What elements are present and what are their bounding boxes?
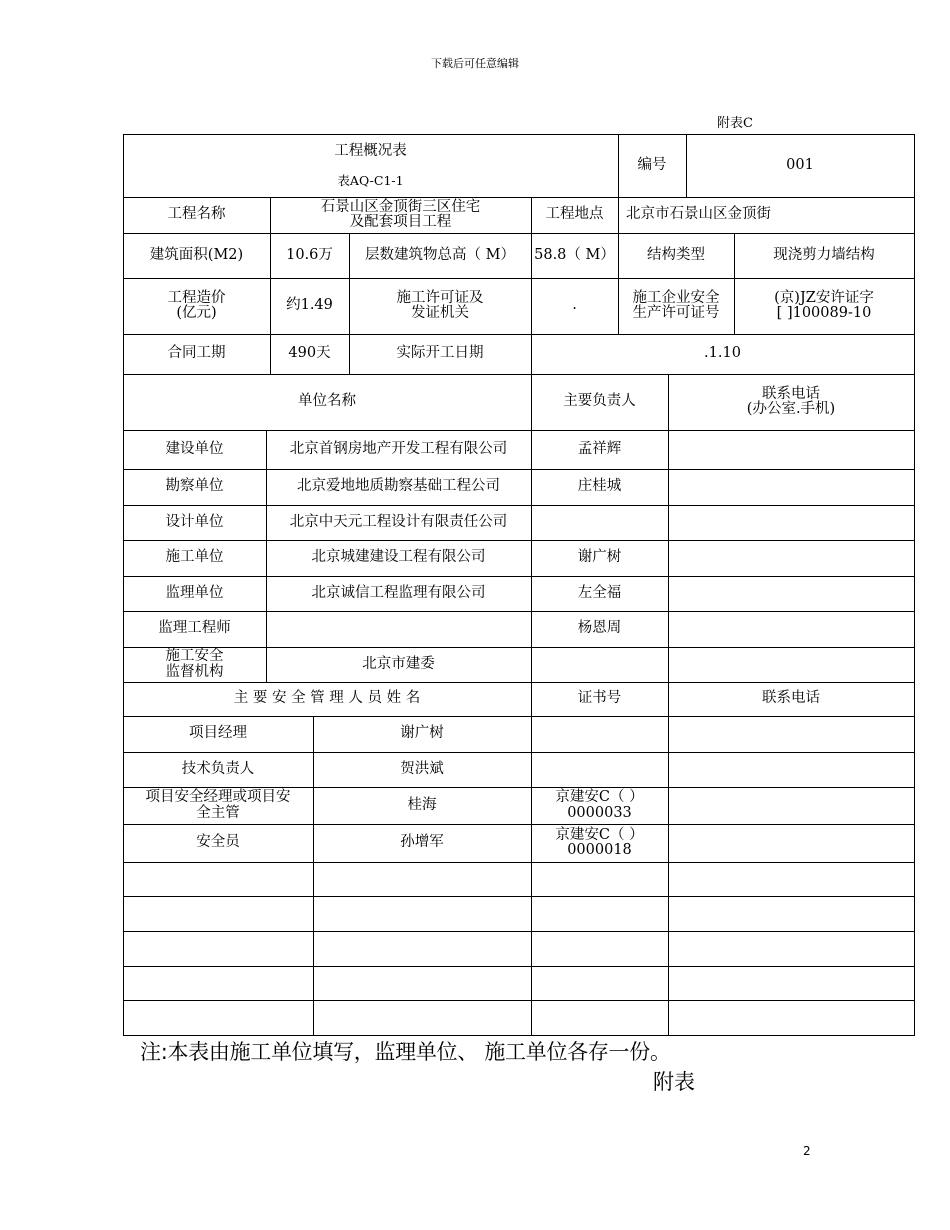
staff-cert: 京建安C（ ） 0000018 (555, 826, 644, 858)
staff-name: 贺洪斌 (400, 760, 444, 777)
start-date-label: 实际开工日期 (396, 345, 484, 362)
unit-role: 施工安全 监督机构 (165, 648, 224, 680)
unit-phone (668, 647, 914, 682)
staff-name: 谢广树 (400, 725, 444, 742)
unit-name: 北京诚信工程监理有限公司 (311, 584, 486, 601)
project-name-label: 工程名称 (167, 206, 226, 223)
footer-appendix: 附表 (653, 1070, 695, 1094)
unit-leader: 谢广树 (577, 549, 622, 566)
unit-leader: 左全福 (577, 584, 622, 601)
page-number: 2 (803, 1144, 811, 1158)
unit-leader: 孟祥辉 (577, 440, 622, 457)
location-value: 北京市石景山区金顶街 (626, 206, 771, 223)
structure-label: 结构类型 (647, 246, 705, 263)
unit-name: 北京爱地地质勘察基础工程公司 (297, 478, 500, 495)
unit-name: 北京中天元工程设计有限责任公司 (289, 513, 508, 530)
unit-role: 勘察单位 (165, 478, 224, 495)
staff-header-cert: 证书号 (577, 690, 622, 707)
cost-value: 约1.49 (286, 297, 333, 314)
height-value: 58.8（ M） (534, 246, 615, 263)
unit-role: 设计单位 (165, 513, 224, 530)
unit-role: 监理工程师 (158, 620, 231, 637)
cost-label: 工程造价 (亿元) (167, 289, 226, 321)
footer-note: 注:本表由施工单位填写，监理单位、 施工单位各存一份。 (140, 1040, 671, 1064)
unit-name: 北京首钢房地产开发工程有限公司 (289, 440, 508, 457)
unit-leader (531, 505, 668, 540)
units-header-name: 单位名称 (298, 393, 356, 410)
start-date-value: .1.10 (704, 345, 741, 362)
contract-period-value: 490天 (288, 345, 331, 362)
unit-name (266, 611, 531, 647)
number-label: 编号 (637, 156, 667, 173)
area-label: 建筑面积(M2) (149, 246, 244, 263)
staff-name: 孙增军 (400, 834, 444, 851)
appendix-label: 附表C (717, 116, 753, 131)
unit-leader (531, 647, 668, 682)
staff-phone (668, 752, 914, 787)
project-overview-table (123, 134, 915, 1036)
unit-name: 北京市建委 (362, 655, 435, 672)
units-header-phone: 联系电话 (办公室.手机) (746, 385, 836, 417)
unit-role: 建设单位 (165, 440, 224, 457)
form-title: 工程概况表 (334, 142, 407, 159)
header-note: 下载后可任意编辑 (431, 57, 519, 70)
staff-name: 桂海 (407, 796, 437, 813)
unit-role: 监理单位 (165, 584, 224, 601)
staff-phone (668, 787, 914, 824)
unit-phone (668, 576, 914, 611)
unit-phone (668, 505, 914, 540)
form-code: 表AQ-C1-1 (337, 173, 404, 189)
contract-period-label: 合同工期 (167, 345, 226, 362)
staff-cert (531, 752, 668, 787)
unit-phone (668, 469, 914, 505)
location-label: 工程地点 (545, 206, 604, 223)
unit-phone (668, 540, 914, 576)
safety-license-value: (京)JZ安许证字 [ ]100089-10 (774, 289, 874, 321)
staff-role: 安全员 (196, 834, 240, 851)
staff-role: 项目安全经理或项目安 全主管 (145, 789, 291, 821)
area-value: 10.6万 (286, 246, 333, 263)
unit-leader: 杨恩周 (577, 620, 622, 637)
unit-leader: 庄桂城 (577, 478, 622, 495)
project-name-value: 石景山区金顶街三区住宅 及配套项目工程 (320, 198, 481, 230)
staff-phone (668, 716, 914, 752)
staff-role: 项目经理 (189, 725, 247, 742)
unit-role: 施工单位 (165, 549, 224, 566)
staff-phone (668, 824, 914, 862)
unit-phone (668, 611, 914, 647)
staff-header-name: 主 要 安 全 管 理 人 员 姓 名 (233, 690, 421, 707)
units-header-leader: 主要负责人 (563, 393, 636, 410)
structure-value: 现浇剪力墙结构 (773, 246, 875, 263)
unit-name: 北京城建建设工程有限公司 (311, 549, 486, 566)
height-label: 层数建筑物总高（ M） (365, 246, 515, 263)
permit-label: 施工许可证及 发证机关 (396, 289, 484, 321)
staff-cert: 京建安C（ ） 0000033 (555, 789, 644, 821)
unit-phone (668, 430, 914, 469)
staff-header-phone: 联系电话 (762, 690, 820, 707)
form-title-block (123, 134, 618, 197)
staff-role: 技术负责人 (181, 760, 255, 777)
staff-cert (531, 716, 668, 752)
safety-license-label: 施工企业安全 生产许可证号 (632, 289, 720, 321)
number-value: 001 (786, 156, 814, 173)
permit-value: . (572, 297, 577, 314)
